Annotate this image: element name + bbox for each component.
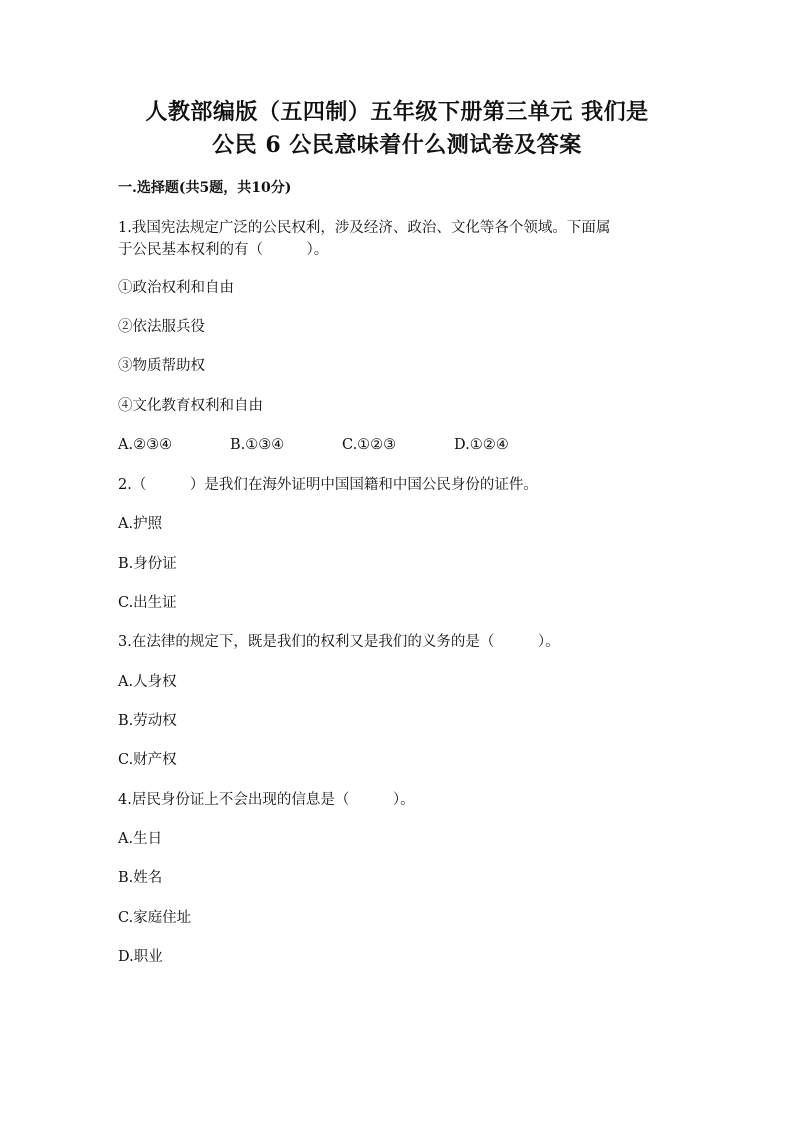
question-1-options [118,435,678,455]
question-4-stem: 4.居民身份证上不会出现的信息是（ ）。 [118,792,415,808]
question-3-option-b: B.劳动权 [118,713,177,729]
question-1-option-d: D.①②④ [454,437,509,453]
question-2-option-c: C.出生证 [118,595,177,611]
section-heading: 一.选择题(共5题，共10分) [118,180,292,196]
question-3-option-c: C.财产权 [118,752,177,768]
question-1-statement-3: ③物质帮助权 [118,358,205,374]
question-4-option-c: C.家庭住址 [118,910,192,926]
document-title-line-2: 公民 6 公民意味着什么测试卷及答案 [212,132,582,158]
question-1-statement-2: ②依法服兵役 [118,319,205,335]
document-title-line-1: 人教部编版（五四制）五年级下册第三单元 我们是 [145,99,649,125]
question-1-statement-1: ①政治权利和自由 [118,280,234,296]
question-1-stem-line-2: 于公民基本权利的有（ ）。 [118,242,329,258]
question-2-option-a: A.护照 [118,516,163,532]
question-3-stem: 3.在法律的规定下，既是我们的权利又是我们的义务的是（ ）。 [118,634,560,650]
question-1-option-a: A.②③④ [118,437,173,453]
question-1-stem-line-1: 1.我国宪法规定广泛的公民权利，涉及经济、政治、文化等各个领域。下面属 [118,220,611,236]
question-2-option-b: B.身份证 [118,556,177,572]
question-1-statement-4: ④文化教育权利和自由 [118,398,263,414]
question-3-option-a: A.人身权 [118,674,177,690]
question-1-option-c: C.①②③ [342,437,397,453]
question-4-option-b: B.姓名 [118,870,163,886]
question-4-option-d: D.职业 [118,949,163,965]
question-2-stem: 2.（ ）是我们在海外证明中国国籍和中国公民身份的证件。 [118,477,538,493]
question-4-option-a: A.生日 [118,831,163,847]
question-1-option-b: B.①③④ [230,437,285,453]
